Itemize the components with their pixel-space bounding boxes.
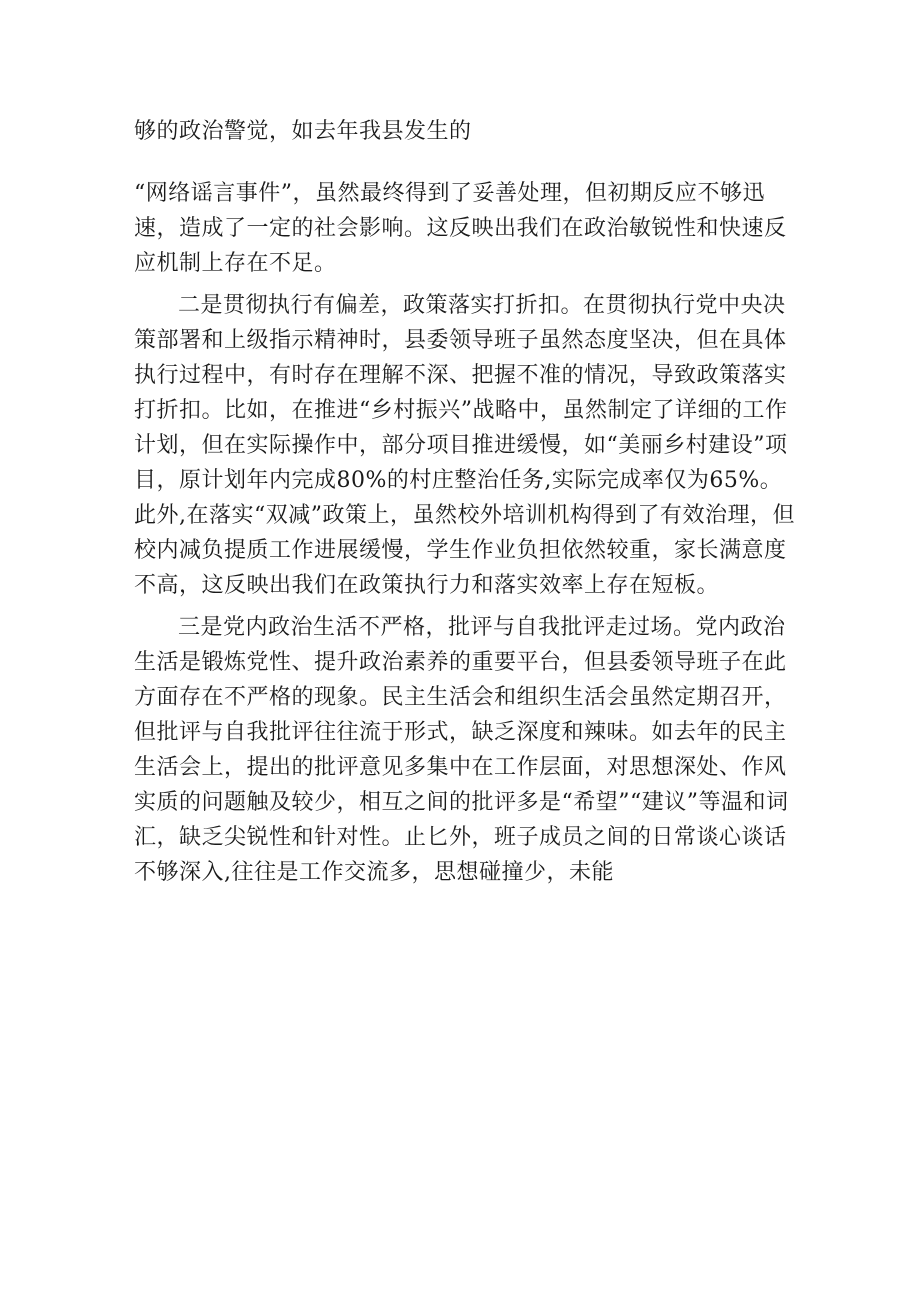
document-body — [134, 176, 798, 890]
fragment-line: 够的政治警觉，如去年我县发生的 — [134, 119, 472, 144]
paragraph-continuation: “网络谣言事件”，虽然最终得到了妥善处理，但初期反应不够迅速，造成了一定的社会影响。这反映出我们在政治敏锐性和快速反应机制上存在不足。 — [134, 181, 787, 276]
paragraph-policy-implementation: 二是贯彻执行有偏差，政策落实打折扣。在贯彻执行党中央决策部署和上级指示精神时，县委领导班子虽然态度坚决，但在具体执行过程中，有时存在理解不深、把握不准的情况，导致政策落实打折扣。比如，在推进“乡村振兴”战略中，虽然制定了详细的工作计划，但在实际操作中，部分项目推进缓慢，如“美丽乡村建设”项目，原计划年内完成80%的村庄整治任务,实际完成率仅为65%。此外,在落实“双减”政策上，虽然校外培训机构得到了有效治理，但校内减负提质工作进展缓慢，学生作业负担依然较重，家长满意度不高，这反映出我们在政策执行力和落实效率上存在短板。 — [134, 293, 795, 598]
paragraph-party-political-life: 三是党内政治生活不严格，批评与自我批评走过场。党内政治生活是锻炼党性、提升政治素养的重要平台，但县委领导班子在此方面存在不严格的现象。民主生活会和组织生活会虽然定期召开，但批评与自我批评往往流于形式，缺乏深度和辣味。如去年的民主生活会上，提出的批评意见多集中在工作层面，对思想深处、作风实质的问题触及较少，相互之间的批评多是“希望”“建议”等温和词汇，缺乏尖锐性和针对性。止匕外，班子成员之间的日常谈心谈话不够深入,往往是工作交流多，思想碰撞少，未能 — [134, 615, 789, 885]
